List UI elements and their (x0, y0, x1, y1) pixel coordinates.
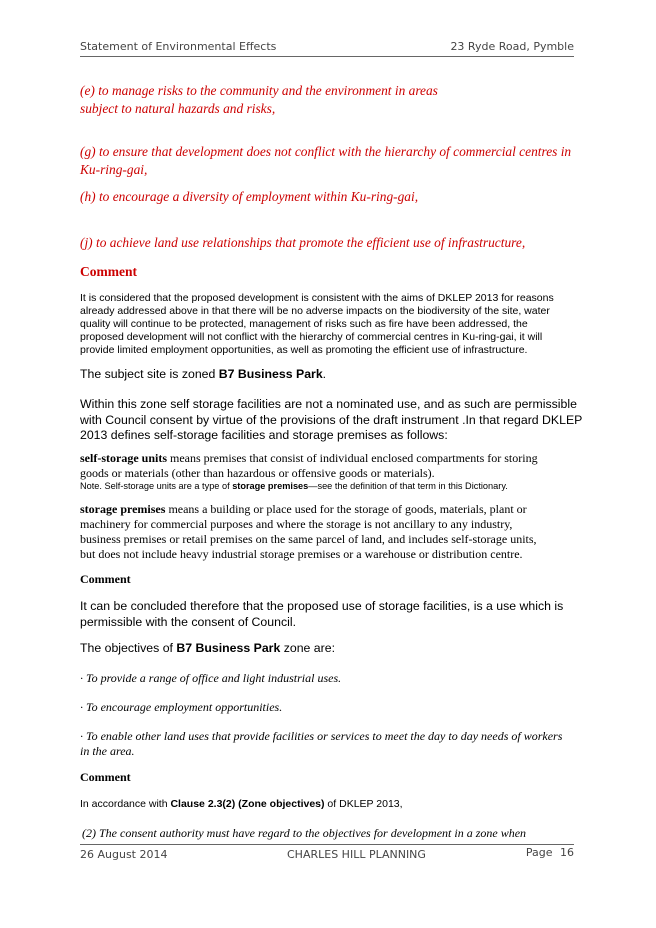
definition-storage-line: machinery for commercial purposes and where the storage is not ancillary to any industry, (80, 517, 513, 531)
zoning-prefix: The subject site is zoned (80, 367, 219, 381)
header-divider (80, 56, 574, 57)
objectives-intro-suffix: zone are: (280, 641, 335, 655)
note-prefix: Note. Self-storage units are a type of (80, 481, 233, 491)
definition-storage-line1 (80, 502, 537, 517)
footer-date: 26 August 2014 (80, 848, 168, 861)
definition-note (80, 480, 508, 492)
definition-self-storage-line1 (80, 451, 538, 466)
permissibility-line: with Council consent by virtue of the provisions of the draft instrument .In that regard DKLEP (80, 412, 583, 427)
objective-e (80, 82, 438, 118)
definition-storage-line: business premises or retail premises on the same parcel of land, and includes self-storage units, (80, 532, 537, 546)
objective-j: (j) to achieve land use relationships that promote the efficient use of infrastructure, (80, 235, 526, 250)
footer-company: CHARLES HILL PLANNING (287, 848, 426, 861)
page-number: 16 (560, 846, 574, 859)
conclusion-line2: permissible with the consent of Council. (80, 614, 296, 629)
objective-g (80, 143, 571, 179)
comment-heading-3: Comment (80, 770, 131, 784)
definition-storage-line: but does not include heavy industrial storage premises or a warehouse or distribution centre. (80, 547, 523, 561)
zoning-name: B7 Business Park (218, 367, 323, 381)
definition-storage-premises (80, 502, 537, 562)
clause-name: Clause 2.3(2) (Zone objectives) (170, 798, 325, 810)
objectives-zone-name: B7 Business Park (176, 641, 281, 655)
definition-self-storage (80, 451, 538, 481)
clause-reference (80, 798, 403, 811)
permissibility-line: Within this zone self storage facilities are not a nominated use, and as such are permissible (80, 397, 577, 411)
comment-1-line: quality will continue to be protected, management of risks such as fire have been addressed, the (80, 318, 528, 330)
objective-e-line2: subject to natural hazards and risks, (80, 101, 276, 116)
header-document-title: Statement of Environmental Effects (80, 40, 277, 53)
definition-self-storage-line2: goods or materials (other than hazardous or offensive goods or materials). (80, 466, 435, 480)
zone-objective-3 (80, 729, 562, 759)
objective-g-line2: Ku-ring-gai, (80, 162, 148, 177)
comment-1-line: proposed development will not conflict with the hierarchy of commercial centres in Ku-ring-gai, it will (80, 331, 543, 343)
objective-h: (h) to encourage a diversity of employment within Ku-ring-gai, (80, 189, 419, 204)
clause-prefix: In accordance with (80, 798, 171, 810)
zone-objective-1: · To provide a range of office and light industrial uses. (80, 671, 342, 685)
definition-text: means premises that consist of individual enclosed compartments for storing (167, 451, 538, 465)
consent-authority-clause: (2) The consent authority must have regard to the objectives for development in a zone when (82, 826, 527, 840)
permissibility-paragraph (80, 397, 582, 444)
comment-1-line: It is considered that the proposed development is consistent with the aims of DKLEP 2013 for reasons (80, 292, 554, 304)
footer-divider (80, 844, 574, 845)
zoning-suffix: . (322, 367, 327, 381)
header-site-address: 23 Ryde Road, Pymble (450, 40, 574, 53)
definition-text: means a building or place used for the storage of goods, materials, plant or (165, 502, 527, 516)
note-term: storage premises (232, 481, 309, 491)
comment-1-paragraph (80, 292, 554, 357)
zone-objective-2: · To encourage employment opportunities. (80, 700, 283, 714)
zone-objective-3-line2: in the area. (80, 744, 135, 758)
note-suffix: —see the definition of that term in this Dictionary. (308, 481, 508, 491)
conclusion-paragraph (80, 599, 563, 630)
conclusion-line1: It can be concluded therefore that the proposed use of storage facilities, is a use which is (80, 599, 564, 613)
objectives-intro-prefix: The objectives of (80, 641, 177, 655)
comment-1-line: provide limited employment opportunities, as well as promoting the efficient use of infrastructure. (80, 344, 528, 356)
zoning-statement (80, 367, 326, 383)
footer-page (526, 846, 574, 859)
permissibility-line: 2013 defines self-storage facilities and storage premises as follows: (80, 428, 448, 442)
comment-1-line: already addressed above in that there will be no adverse impacts on the biodiversity of the site, water (80, 305, 550, 317)
objectives-intro (80, 641, 335, 657)
definition-term: self-storage units (80, 451, 167, 465)
comment-heading-1: Comment (80, 264, 137, 279)
objective-g-line1: (g) to ensure that development does not conflict with the hierarchy of commercial centres in (80, 144, 572, 159)
zone-objective-3-line1: · To enable other land uses that provide facilities or services to meet the day to day needs of workers (80, 729, 563, 743)
definition-term: storage premises (80, 502, 166, 516)
page-label: Page (525, 846, 553, 859)
objective-e-line1: (e) to manage risks to the community and the environment in areas (80, 83, 438, 98)
comment-heading-2: Comment (80, 572, 131, 586)
clause-suffix: of DKLEP 2013, (324, 798, 403, 810)
